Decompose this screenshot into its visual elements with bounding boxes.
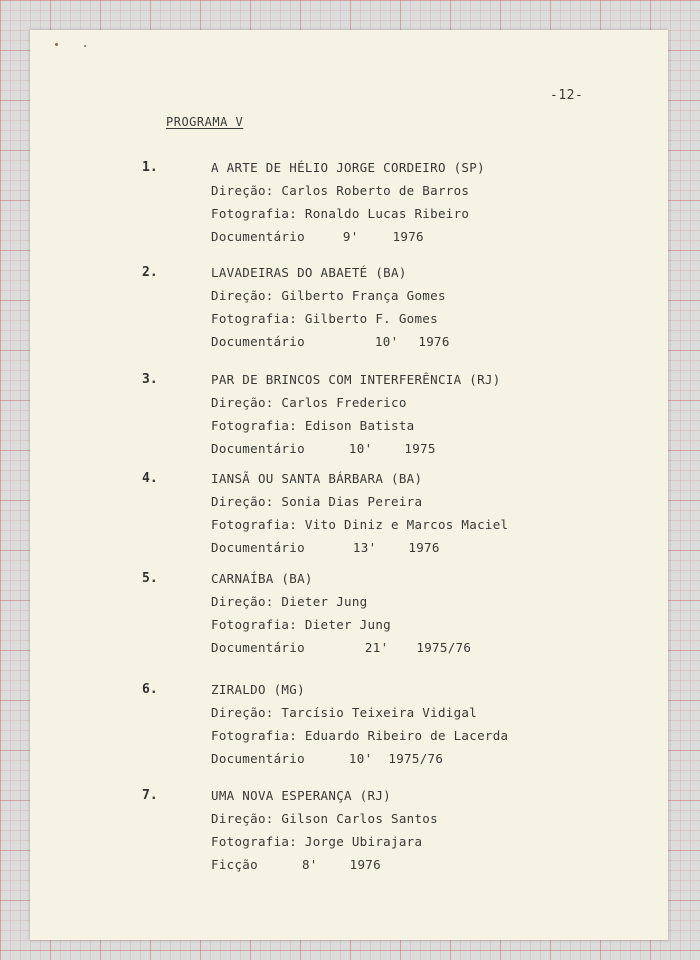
- director-line: Direção: Carlos Frederico: [211, 395, 407, 410]
- details-line: [211, 441, 436, 456]
- photography-line: Fotografia: Ronaldo Lucas Ribeiro: [211, 206, 470, 221]
- ink-speck: [55, 43, 58, 46]
- photography-line: Fotografia: Dieter Jung: [211, 617, 391, 632]
- film-title: UMA NOVA ESPERANÇA (RJ): [211, 788, 391, 803]
- details-line: [211, 540, 440, 555]
- year: 1975/76: [388, 751, 444, 766]
- duration: 10': [348, 751, 373, 766]
- entry-number: 3.: [142, 372, 158, 387]
- photography-line: Fotografia: Vito Diniz e Marcos Maciel: [211, 517, 509, 532]
- duration: 10': [374, 334, 399, 349]
- photography-line: Fotografia: Jorge Ubirajara: [211, 834, 423, 849]
- genre: Documentário: [211, 540, 305, 555]
- film-title: LAVADEIRAS DO ABAETÉ (BA): [211, 265, 407, 280]
- details-line: [211, 229, 424, 244]
- duration: 8': [301, 857, 318, 872]
- genre: Documentário: [211, 229, 305, 244]
- film-title: CARNAÍBA (BA): [211, 571, 313, 586]
- program-title: PROGRAMA V: [166, 115, 244, 129]
- genre: Documentário: [211, 334, 305, 349]
- genre: Documentário: [211, 640, 305, 655]
- genre: Documentário: [211, 441, 305, 456]
- duration: 9': [342, 229, 359, 244]
- entry-number: 4.: [142, 471, 158, 486]
- genre: Ficção: [211, 857, 258, 872]
- ink-speck: [84, 45, 86, 47]
- year: 1976: [418, 334, 450, 349]
- entry-number: 5.: [142, 571, 158, 586]
- film-title: IANSÃ OU SANTA BÁRBARA (BA): [211, 471, 423, 486]
- details-line: [211, 640, 471, 655]
- photography-line: Fotografia: Eduardo Ribeiro de Lacerda: [211, 728, 509, 743]
- director-line: Direção: Sonia Dias Pereira: [211, 494, 423, 509]
- director-line: Direção: Dieter Jung: [211, 594, 368, 609]
- film-title: PAR DE BRINCOS COM INTERFERÊNCIA (RJ): [211, 372, 501, 387]
- year: 1975/76: [416, 640, 472, 655]
- entry-number: 1.: [142, 160, 158, 175]
- page-number: -12-: [550, 88, 584, 103]
- director-line: Direção: Gilson Carlos Santos: [211, 811, 438, 826]
- duration: 21': [364, 640, 389, 655]
- details-line: [211, 334, 450, 349]
- director-line: Direção: Tarcísio Teixeira Vidigal: [211, 705, 478, 720]
- details-line: [211, 857, 381, 872]
- genre: Documentário: [211, 751, 305, 766]
- photography-line: Fotografia: Gilberto F. Gomes: [211, 311, 438, 326]
- director-line: Direção: Gilberto França Gomes: [211, 288, 446, 303]
- director-line: Direção: Carlos Roberto de Barros: [211, 183, 470, 198]
- entry-number: 2.: [142, 265, 158, 280]
- year: 1976: [392, 229, 424, 244]
- film-title: ZIRALDO (MG): [211, 682, 305, 697]
- year: 1976: [349, 857, 381, 872]
- entry-number: 7.: [142, 788, 158, 803]
- film-title: A ARTE DE HÉLIO JORGE CORDEIRO (SP): [211, 160, 485, 175]
- duration: 13': [352, 540, 377, 555]
- duration: 10': [348, 441, 373, 456]
- photography-line: Fotografia: Edison Batista: [211, 418, 415, 433]
- year: 1976: [408, 540, 440, 555]
- entry-number: 6.: [142, 682, 158, 697]
- details-line: [211, 751, 443, 766]
- year: 1975: [404, 441, 436, 456]
- document-page: [30, 30, 668, 940]
